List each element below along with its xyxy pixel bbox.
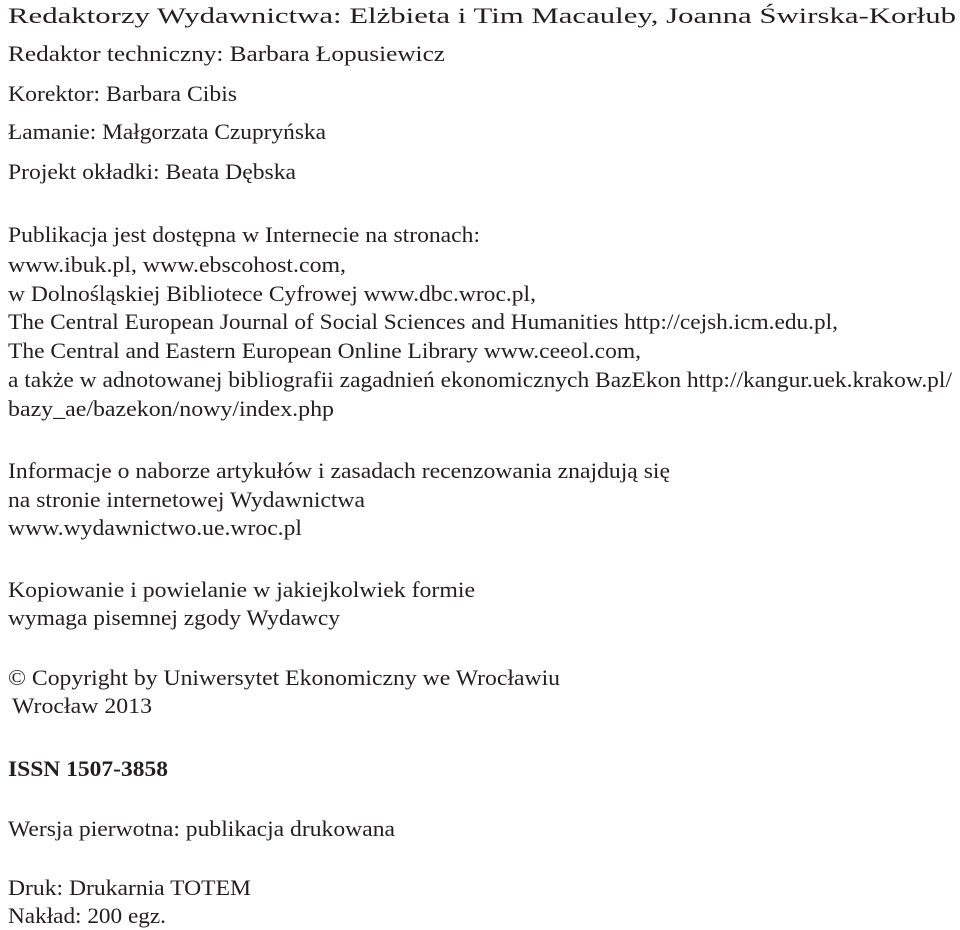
copy-notice-line (8, 604, 341, 632)
print-run-line (8, 902, 166, 930)
availability-link-line (8, 251, 347, 279)
copyright-holder-text: © Copyright by Uniwersytet Ekonomiczny we Wrocławiu (8, 665, 561, 690)
availability-intro (8, 221, 481, 249)
availability-link-text: bazy_ae/bazekon/nowy/index.php (8, 396, 335, 421)
version-line (8, 815, 395, 843)
typesetting-text: Łamanie: Małgorzata Czupryńska (8, 119, 326, 144)
printer-line (8, 874, 251, 902)
cover-design-text: Projekt okładki: Beata Dębska (8, 159, 297, 184)
place-year-text: Wrocław 2013 (12, 693, 153, 718)
copy-notice-text: wymaga pisemnej zgody Wydawcy (8, 605, 341, 630)
version-text: Wersja pierwotna: publikacja drukowana (8, 816, 395, 841)
submissions-text: Informacje o naborze artykułów i zasadach recenzowania znajdują się (8, 458, 671, 483)
proofreader-text: Korektor: Barbara Cibis (8, 81, 238, 106)
copy-notice-line (8, 576, 476, 604)
technical-editor-text: Redaktor techniczny: Barbara Łopusiewicz (8, 41, 446, 66)
cover-design-line (8, 158, 297, 186)
place-year (12, 692, 153, 720)
typesetting-line (8, 118, 326, 146)
availability-link-text: The Central and Eastern European Online Library www.ceeol.com, (8, 338, 641, 363)
copy-notice-text: Kopiowanie i powielanie w jakiejkolwiek formie (8, 577, 476, 602)
availability-link-line (8, 308, 838, 336)
availability-intro-text: Publikacja jest dostępna w Internecie na stronach: (8, 222, 481, 247)
submissions-text: na stronie internetowej Wydawnictwa (8, 487, 365, 512)
submissions-line (8, 457, 671, 485)
submissions-line (8, 486, 365, 514)
proofreader-line (8, 80, 238, 108)
availability-link-line (8, 366, 952, 394)
editors-text: Redaktorzy Wydawnictwa: Elżbieta i Tim Macauley, Joanna Świrska-Korłub (8, 3, 956, 28)
publisher-website (8, 514, 303, 542)
availability-link-text: a także w adnotowanej bibliografii zagadnień ekonomicznych BazEkon http://kangur.uek.krakow.pl/ (8, 367, 952, 392)
availability-link-line (8, 337, 641, 365)
printer-text: Druk: Drukarnia TOTEM (8, 875, 251, 900)
technical-editor-line (8, 40, 446, 68)
availability-link-line (8, 395, 335, 423)
availability-link-text: The Central European Journal of Social Sciences and Humanities http://cejsh.icm.edu.pl, (8, 309, 838, 334)
availability-link-line (8, 280, 536, 308)
publisher-website-text: www.wydawnictwo.ue.wroc.pl (8, 515, 303, 540)
availability-link-text: www.ibuk.pl, www.ebscohost.com, (8, 252, 347, 277)
print-run-text: Nakład: 200 egz. (8, 903, 166, 928)
issn-text: ISSN 1507-3858 (8, 756, 168, 781)
issn (8, 755, 168, 783)
availability-link-text: w Dolnośląskiej Bibliotece Cyfrowej www.dbc.wroc.pl, (8, 281, 536, 306)
editors-line (8, 2, 956, 30)
copyright-holder (8, 664, 561, 692)
